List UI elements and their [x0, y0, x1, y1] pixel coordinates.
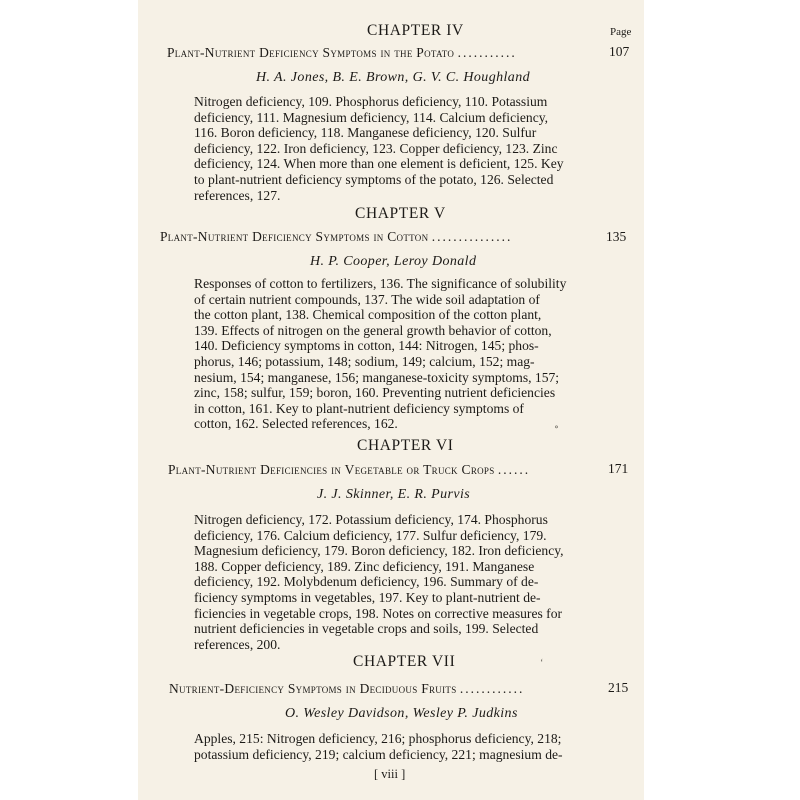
- book-page: [138, 0, 644, 800]
- chapter-title: Plant-Nutrient Deficiency Symptoms in the Potato: [167, 45, 455, 60]
- chapter-title: Nutrient-Deficiency Symptoms in Deciduous Fruits: [169, 681, 457, 696]
- toc-entry: [169, 681, 524, 697]
- chapter-heading: CHAPTER VI: [357, 437, 454, 454]
- page-folio: [ viii ]: [374, 767, 406, 781]
- chapter-authors: H. A. Jones, B. E. Brown, G. V. C. Houghland: [256, 70, 531, 85]
- chapter-title: Plant-Nutrient Deficiencies in Vegetable or Truck Crops: [168, 462, 495, 477]
- paper-speck: ∘: [554, 422, 559, 433]
- toc-entry: [160, 229, 512, 245]
- chapter-summary: Nitrogen deficiency, 109. Phosphorus deficiency, 110. Potassium deficiency, 111. Magnesium deficiency, 114. Calcium deficiency, 116. Boron deficiency, 118. Manganese deficiency, 120. Sulfur deficiency, 122. Iron deficiency, 123. Copper deficiency, 123. Zinc deficiency, 124. When more than one element is deficient, 125. Key to plant-nutrient deficiency symptoms of the potato, 126. Selected references, 127.: [194, 94, 564, 203]
- chapter-authors: J. J. Skinner, E. R. Purvis: [317, 487, 471, 502]
- page-number: 171: [608, 461, 629, 476]
- leader-dots: ............: [459, 681, 525, 696]
- page-number: 215: [608, 680, 629, 695]
- leader-dots: ......: [497, 462, 531, 477]
- chapter-summary: Nitrogen deficiency, 172. Potassium deficiency, 174. Phosphorus deficiency, 176. Calcium deficiency, 177. Sulfur deficiency, 179. Magnesium deficiency, 179. Boron deficiency, 182. Iron deficiency, 188. Copper deficiency, 189. Zinc deficiency, 191. Manganese deficiency, 192. Molybdenum deficiency, 196. Summary of de- ficiency symptoms in vegetables, 197. Key to plant-nutrient de- ficiencies in vegetable crops, 198. Notes on corrective measures for nutrient deficiencies in vegetable crops and soils, 199. Selected references, 200.: [194, 512, 564, 652]
- leader-dots: ...............: [431, 229, 513, 244]
- toc-entry: [167, 45, 517, 61]
- chapter-heading: CHAPTER VII: [353, 653, 456, 670]
- chapter-summary: Responses of cotton to fertilizers, 136. The significance of solubility of certain nutrient compounds, 137. The wide soil adaptation of the cotton plant, 138. Chemical composition of the cotton plant, 139. Effects of nitrogen on the general growth behavior of cotton, 140. Deficiency symptoms in cotton, 144: Nitrogen, 145; phos- phorus, 146; potassium, 148; sodium, 149; calcium, 152; mag- nesium, 154; manganese, 156; manganese-toxicity symptoms, 157; zinc, 158; sulfur, 159; boron, 160. Preventing nutrient deficiencies in cotton, 161. Key to plant-nutrient deficiency symptoms of cotton, 162. Selected references, 162.: [194, 276, 567, 432]
- page-number: 135: [606, 229, 627, 244]
- chapter-authors: H. P. Cooper, Leroy Donald: [310, 254, 477, 269]
- chapter-heading: CHAPTER V: [355, 205, 446, 222]
- chapter-heading: CHAPTER IV: [367, 22, 464, 39]
- page-number: 107: [609, 44, 630, 59]
- chapter-authors: O. Wesley Davidson, Wesley P. Judkins: [285, 706, 518, 721]
- chapter-title: Plant-Nutrient Deficiency Symptoms in Cotton: [160, 229, 429, 244]
- page-column-label: Page: [610, 26, 632, 38]
- toc-entry: [168, 462, 530, 478]
- chapter-summary: Apples, 215: Nitrogen deficiency, 216; phosphorus deficiency, 218; potassium deficiency, 219; calcium deficiency, 221; magnesium de-: [194, 731, 563, 762]
- paper-speck: ‘: [540, 658, 544, 669]
- leader-dots: ...........: [457, 45, 517, 60]
